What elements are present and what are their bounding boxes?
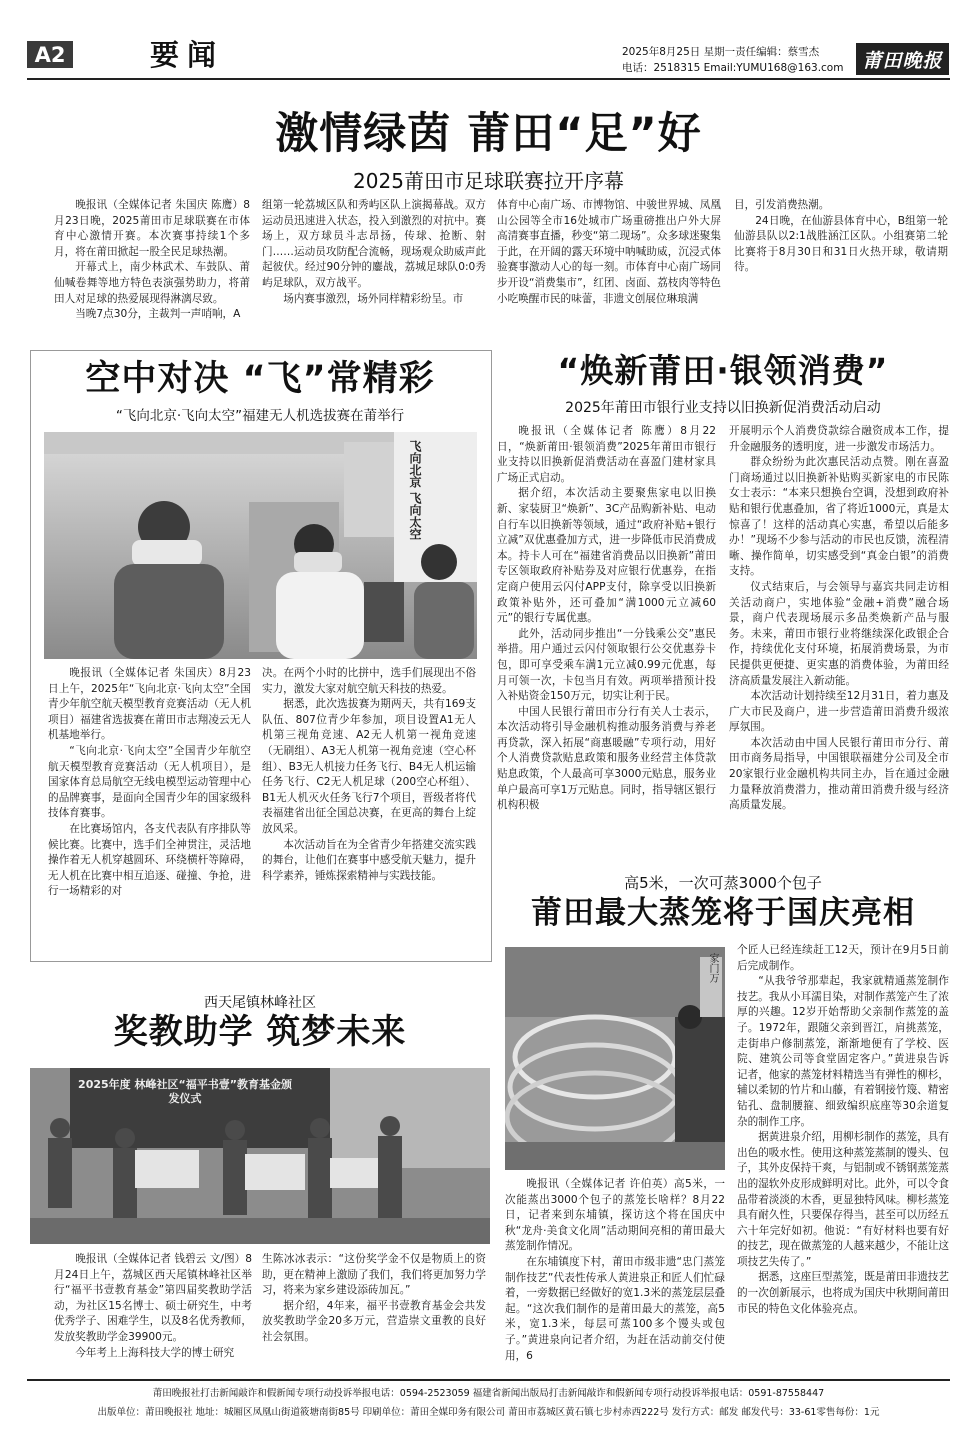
article4-col2 (737, 943, 949, 1373)
paragraph: 据悉，这座巨型蒸笼，既是莆田非遗技艺的一次创新展示，也将成为国庆中秋期间莆田市民的特色文化体验亮点。 (737, 1271, 949, 1315)
paragraph: “飞向北京·飞向太空”全国青少年航空航天模型教育竞赛活动（无人机项目），是国家体育总局航空无线电模型运动管理中心的品牌赛事，是面向全国青少年的国家级科技体育赛事。 (48, 744, 251, 820)
article4-kicker: 高5米，一次可蒸3000个包子 (624, 874, 822, 892)
section-title: 要闻 (150, 38, 225, 72)
paragraph: 本次活动计划持续至12月31日，着力惠及广大市民及商户，进一步营造莆田消费升级浓厚氛围。 (729, 690, 949, 734)
masthead-rule (27, 78, 950, 80)
article1-subtitle: 2025莆田市足球联赛拉开序幕 (353, 169, 624, 193)
article1-title: 激情绿茵 莆田“足”好 (275, 109, 702, 159)
paragraph: 晚报讯（全媒体记者 陈鹰）8月22日，“焕新莆田·银领消费”2025年莆田市银行业支持以旧换新促消费活动在喜盈门建材家具广场正式启动。 (497, 425, 716, 484)
article1-col1 (54, 198, 250, 338)
article1-col3 (497, 198, 721, 338)
paragraph: 此外，活动同步推出“一分钱乘公交”惠民举措。用户通过云闪付领取银行公交优惠券卡包，即可享受乘车满1元立减0.99元优惠，每月可领一次，卡包当月有效。两项举措预计投入补贴资金150万元，切实让利于民。 (497, 627, 716, 703)
article2-col2 (262, 666, 476, 954)
steamer-photo-sign: 家门万 (707, 953, 718, 983)
paragraph: 中国人民银行莆田市分行有关人士表示，本次活动将引导金融机构推动服务消费与养老再贷款，深入拓展“商惠暖融”专项行动，用好个人消费贷款贴息政策和服务业经营主体贷款贴息政策，个人最高可享3000元贴息，服务业单户最高可享1万元贴息。同时，指导辖区银行机构积极 (497, 705, 716, 812)
article5-kicker: 西天尾镇林峰社区 (204, 995, 316, 1011)
paragraph: 本次活动由中国人民银行莆田市分行、莆田市商务局指导，中国银联福建分公司及全市20家银行业金融机构共同主办，旨在通过金融力量释放消费潜力，推动莆田消费升级与经济高质量发展。 (729, 736, 949, 812)
article4-col1 (505, 1177, 725, 1373)
paragraph: 据黄进泉介绍，用柳杉制作的蒸笼，具有出色的吸水性。使用这种蒸笼蒸制的馒头、包子，其外皮保持干爽，与铝制或不锈钢蒸笼蒸出的湿软外皮形成鲜明对比。此外，可以令食品带着淡淡的木香，更显独特风味。柳杉蒸笼具有耐久性，只要保存得当，甚至可以历经五六十年完好如初。他说：“有好材料也要有好的技艺，现在做蒸笼的人越来越少，不能让这项技艺失传了。” (737, 1131, 949, 1268)
article2-title: 空中对决 “飞”常精彩 (85, 359, 435, 399)
paragraph: 群众纷纷为此次惠民活动点赞。刚在喜盈门商场通过以旧换新补贴购买新家电的市民陈女士表示：“本来只想换台空调，没想到政府补贴和银行优惠叠加，省了将近1000元，真是太惊喜了！这样的活动真心实惠，希望以后能多办！”现场不少参与活动的市民也反馈，流程清晰、操作简单，切实感受到“真金白银”的消费支持。 (729, 456, 949, 578)
article2-col1 (48, 666, 251, 954)
article5-col1 (54, 1252, 252, 1374)
footer-rule (27, 1379, 950, 1381)
paragraph: 晚报讯（全媒体记者 钱碧云 文/图）8月24日上午，荔城区西天尾镇林峰社区举行“福平书壹教育基金”第四届奖教助学活动，为社区15名博士、硕士研究生，中考优秀学子、困难学生，以及8名优秀教师，发放奖教助学金39900元。 (54, 1253, 252, 1343)
date-line: 2025年8月25日 星期一责任编辑：蔡雪杰 (622, 46, 820, 58)
article5-title: 奖教助学 筑梦未来 (113, 1012, 407, 1052)
paragraph: 据介绍，本次活动主要聚焦家电以旧换新、家装厨卫“焕新”、3C产品购新补贴、电动自行车以旧换新等领域，通过“政府补贴+银行立减”双优惠叠加方式，进一步降低市民消费成本。持卡人可在“福建省消费品以旧换新”莆田专区领取政府补贴券及对应银行优惠券，在指定商户使用云闪付APP支付，除享受以旧换新政策补贴外，还可叠加“满1000元立减60元”的银行专属优惠。 (497, 487, 716, 625)
article3-col1 (497, 424, 716, 864)
paragraph: 体育中心南广场、市博物馆、中骏世界城、凤凰山公园等全市16处城市广场重磅推出户外大屏高清赛事直播，秒变“第二现场”。众多球迷聚集于此，在开阔的露天环境中呐喊助威，沉浸式体验赛事激动人心的每一刻。市体育中心南广场同步开设“消费集市”，红团、卤面、荔枝肉等特色小吃唤醒市民的味蕾，非遗文创展位琳琅满 (497, 199, 721, 305)
paragraph: 本次活动旨在为全省青少年搭建交流实践的舞台，让他们在赛事中感受航天魅力，提升科学素养，锤炼探索精神与实践技能。 (262, 838, 476, 882)
paragraph: 开幕式上，南少林武术、车鼓队、莆仙喊卷舞等地方特色表演强势助力，将莆田人对足球的热爱展现得淋漓尽致。 (54, 261, 250, 305)
article1-col2 (262, 198, 486, 338)
paragraph: 组第一轮荔城区队和秀屿区队上演揭幕战。双方运动员迅速进入状态，投入到激烈的对抗中。赛场上，双方球员斗志昂扬，传球、抢断、射门……运动员攻防配合流畅，现场观众助威声此起彼伏。经过90分钟的鏖战，荔城足球队0:0秀屿足球队，双方战平。 (262, 199, 486, 289)
footer-report-line: 莆田晚报社打击新闻敲诈和假新闻专项行动投诉举报电话：0594-2523059 福建省新闻出版局打击新闻敲诈和假新闻专项行动投诉举报电话：0591-87558447 (152, 1388, 825, 1399)
article3-title: “焕新莆田·银领消费” (557, 351, 889, 390)
drone-photo-sign: 飞向北京 飞向太空 (408, 440, 422, 541)
paragraph: 在比赛场馆内，各支代表队有序排队等候比赛。比赛中，选手们全神贯注，灵活地操作着无人机穿越圆环、环绕横杆等障碍，无人机在比赛中相互追逐、碰撞、争抢，进行一场精彩的对 (48, 822, 251, 898)
paragraph: 据悉，此次选拔赛为期两天，共有169支队伍、807位青少年参加，项目设置A1无人机第三视角竞速、A2无人机第一视角竞速（无刷组）、A3无人机第一视角竞速（空心杯组）、B3无人机接力任务飞行、B4无人机运输任务飞行、C2无人机足球（200空心杯组）、B1无人机灭火任务飞行7个项目，晋级者将代表福建省出征全国总决赛，在更高的舞台上绽放风采。 (262, 698, 476, 835)
paragraph: 据介绍，4年来，福平书壹教育基金会共发放奖教助学金20多万元，营造崇文重教的良好社会氛围。 (262, 1299, 486, 1343)
paragraph: 目，引发消费热潮。 (734, 199, 830, 211)
article3-subtitle: 2025年莆田市银行业支持以旧换新促消费活动启动 (565, 400, 881, 416)
paragraph: 24日晚，在仙游县体育中心，B组第一轮仙游县队以2:1战胜涵江区队。小组赛第二轮比赛将于8月30日和31日火热开球，敬请期待。 (734, 214, 948, 274)
paragraph: 今年考上上海科技大学的博士研究 (75, 1346, 235, 1359)
article1-col4 (734, 198, 948, 338)
newspaper-logo-text: 莆田晚报 (862, 50, 943, 72)
article5-col2 (262, 1252, 486, 1374)
contact-line: 电话：2518315 Email:YUMU168@163.com (622, 62, 844, 74)
paragraph: 生陈冰冰表示：“这份奖学金不仅是物质上的资助，更在精神上激励了我们，我们将更加努力学习，将来为家乡建设添砖加瓦。” (262, 1253, 486, 1297)
steamer-photo (505, 947, 725, 1170)
page-number: A2 (34, 43, 66, 67)
paragraph: 在东埔镇度下村，莆田市级非遗“忠门蒸笼制作技艺”代表性传承人黄进泉正和匠人们忙碌着，一旁数据已经做好的宽1.3米的蒸笼层层叠起。“这次我们制作的是莆田最大的蒸笼，高5米，宽1.3米，每层可蒸100多个馒头或包子。”黄进泉向记者介绍，为赶在活动前交付使用，6 (505, 1255, 725, 1362)
paragraph: 晚报讯（全媒体记者 朱国庆 陈鹰）8月23日晚，2025莆田市足球联赛在市体育中心激情开赛。本次赛事持续1个多月，将在莆田掀起一股全民足球热潮。 (54, 199, 250, 258)
paragraph: 决。在两个小时的比拼中，选手们展现出不俗实力，激发大家对航空航天科技的热爱。 (262, 667, 476, 695)
article2-subtitle: “飞向北京·飞向太空”福建无人机选拔赛在莆举行 (115, 408, 405, 424)
article3-col2 (729, 424, 949, 864)
paragraph: 场内赛事激烈，场外同样精彩纷呈。市 (283, 292, 464, 305)
paragraph: 开展明示个人消费贷款综合融资成本工作，提升金融服务的透明度，进一步激发市场活力。 (729, 425, 949, 453)
paragraph: “从我爷爷那辈起，我家就精通蒸笼制作技艺。我从小耳濡目染，对制作蒸笼产生了浓厚的兴趣。12岁开始帮助父亲制作蒸笼的盖子。1972年，跟随父亲到晋江，肩挑蒸笼，走街串户修制蒸笼，渐渐地便有了学校、医院、建筑公司等食堂固定客户。”黄进泉告诉记者，他家的蒸笼材料精选当有弹性的柳杉，辅以柔韧的竹片和山藤，有着钢接竹篾、精密钻孔、盘制腰箍、细致编织底座等30余道复杂的制作工序。 (737, 975, 949, 1128)
steamer-photo-art (505, 947, 725, 1170)
paragraph: 个匠人已经连续赶工12天，预计在9月5日前后完成制作。 (737, 944, 949, 972)
paragraph: 当晚7点30分，主裁判一声哨响，A (75, 308, 241, 321)
article4-title: 莆田最大蒸笼将于国庆亮相 (531, 895, 915, 931)
paragraph: 仪式结束后，与会领导与嘉宾共同走访相关活动商户，实地体验“金融+消费”融合场景，商户代表现场展示多品类焕新产品与服务。未来，莆田市银行业将继续深化政银企合作，持续优化支付环境，拓展消费场景，为市民提供更便捷、更实惠的消费体验，为莆田经济高质量发展注入新动能。 (729, 580, 949, 687)
footer-publisher-line: 出版单位：莆田晚报社 地址：城厢区凤凰山街道筱塘南街85号 印刷单位：莆田全媒印务有限公司 莆田市荔城区黄石镇七步村赤西222号 发行方式：邮发 邮发代号：33-61零售每份：1元 (97, 1407, 880, 1418)
paragraph: 晚报讯（全媒体记者 许伯英）高5米，一次能蒸出3000个包子的蒸笼长啥样？8月22日，记者来到东埔镇，探访这个将在国庆中秋“龙舟·美食文化周”活动期间亮相的莆田最大蒸笼制作情况。 (505, 1178, 725, 1253)
paragraph: 晚报讯（全媒体记者 朱国庆）8月23日上午，2025年“飞向北京·飞向太空”全国青少年航空航天模型教育竞赛活动（无人机项目）福建省选拔赛在莆田市志翔凌云无人机基地举行。 (48, 667, 251, 742)
ceremony-banner-text: 2025年度 林峰社区“福平书壹”教育基金颁发仪式 (78, 1078, 292, 1105)
